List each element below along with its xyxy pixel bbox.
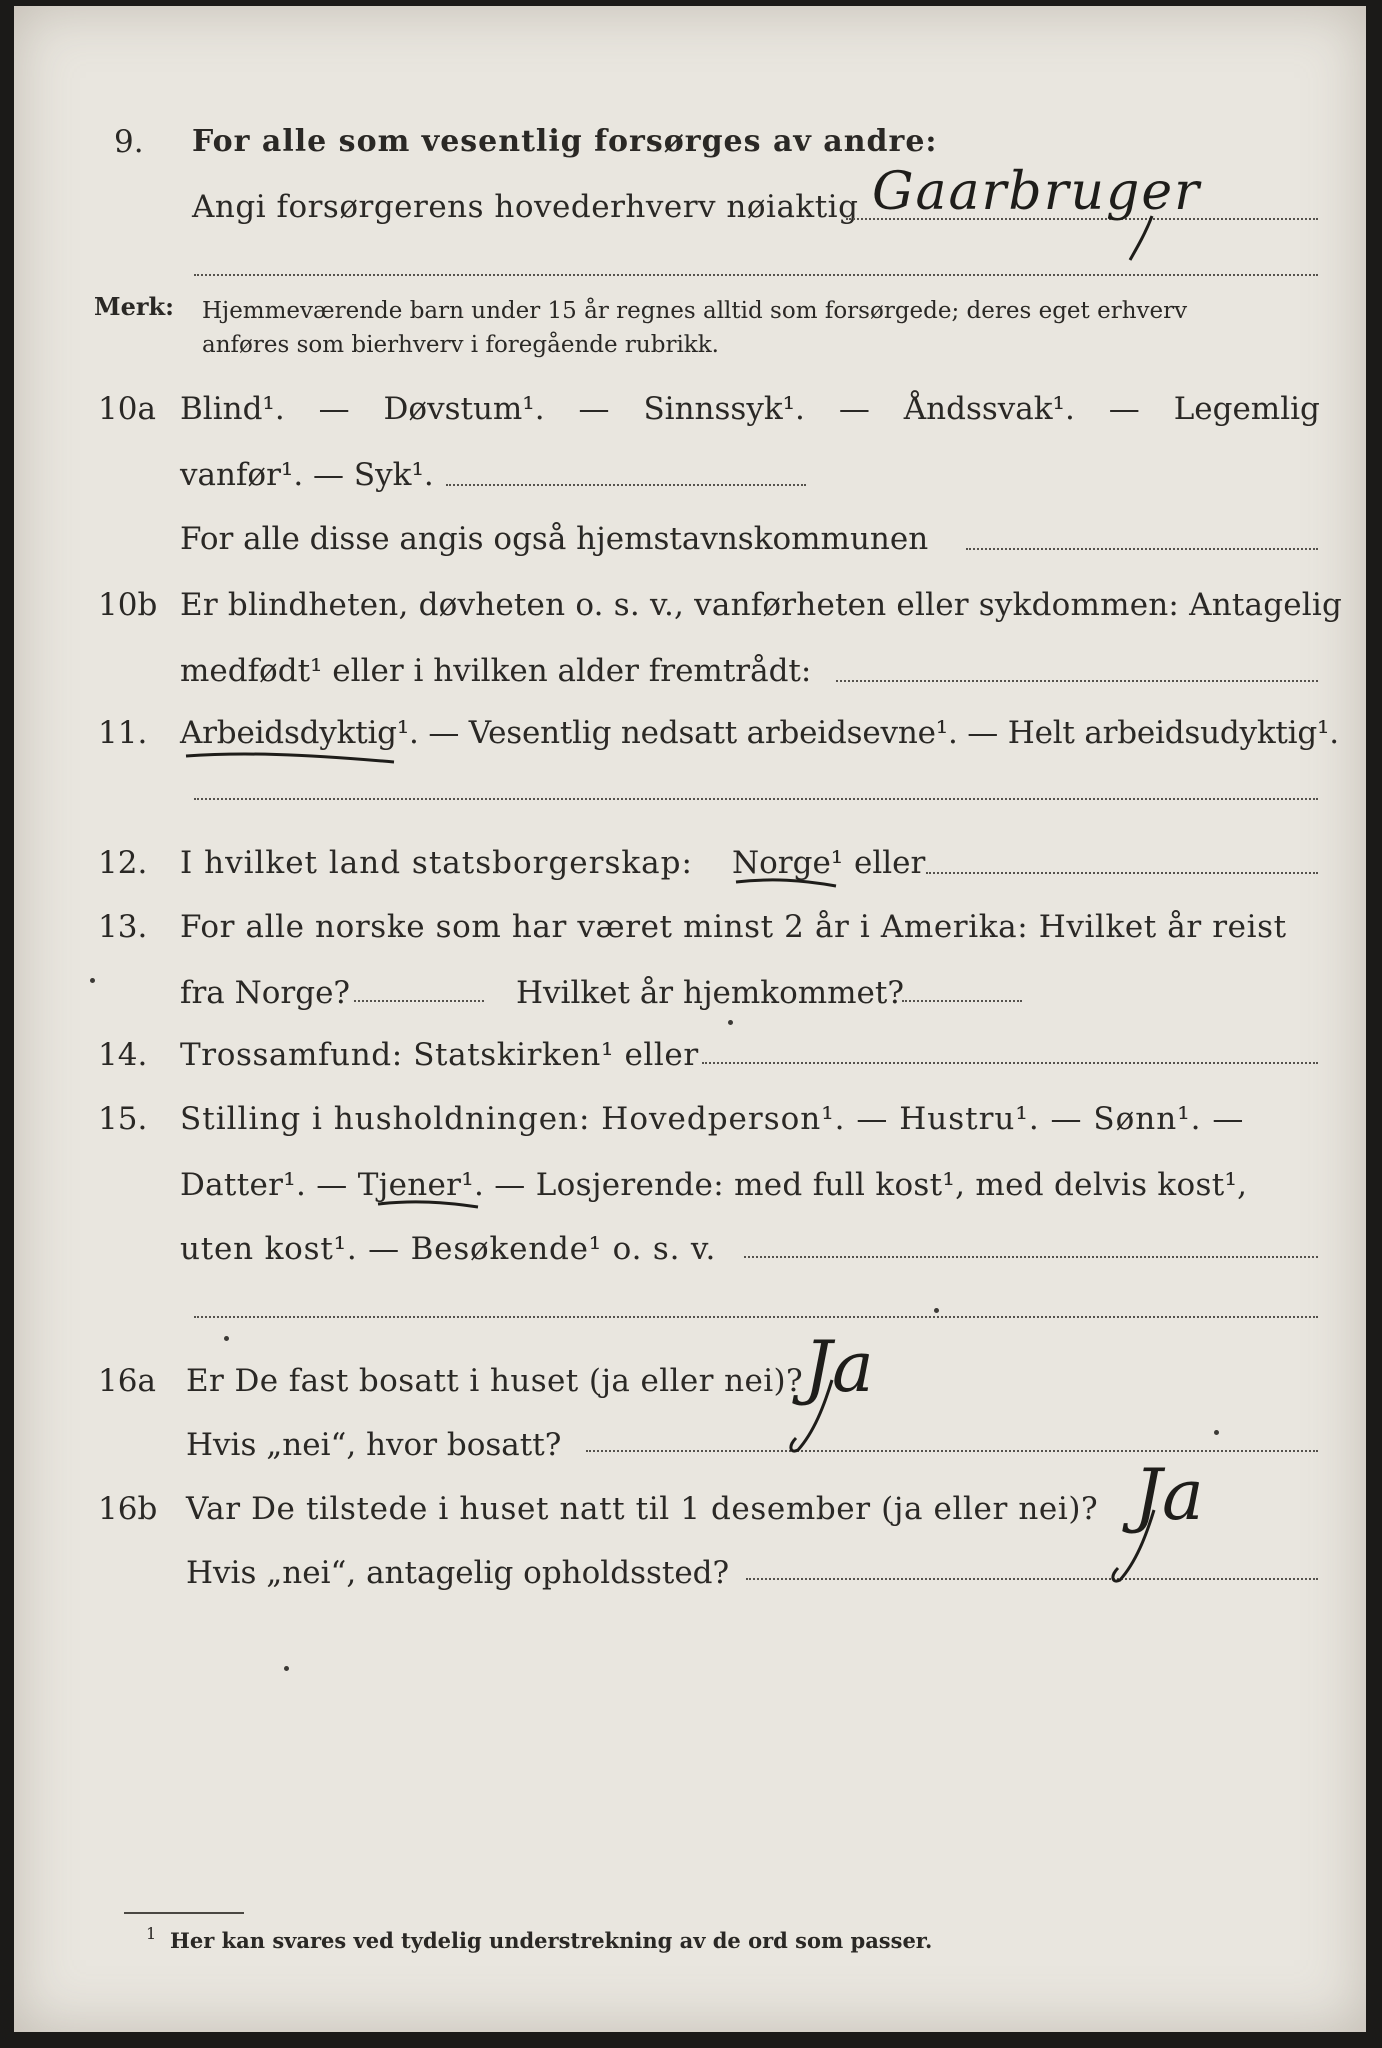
q10a-blind: Blind¹. [180, 391, 285, 427]
q11-number: 11. [98, 715, 148, 751]
q12-number: 12. [98, 845, 148, 881]
q16a-line-2: Hvis „nei“, hvor bosatt? [186, 1427, 562, 1463]
q10a-number: 10a [98, 391, 156, 427]
ink-speck [934, 1308, 939, 1313]
q15-besokende-line [744, 1256, 1318, 1258]
q10b-alder-line [836, 680, 1318, 682]
q14-line-1: Trossamfund: Statskirken¹ eller [180, 1037, 699, 1073]
q12-norge-underline [732, 876, 842, 892]
q10a-dovstum: Døvstum¹. [383, 391, 545, 427]
q10a-dash: — [838, 391, 870, 427]
q16b-handwritten-answer: Ja [1134, 1454, 1204, 1536]
q12-eller: eller [854, 845, 926, 881]
q16b-line-2: Hvis „nei“, antagelig opholdssted? [186, 1555, 730, 1591]
q12-land-line [926, 872, 1318, 874]
q14-trossamfund-line [702, 1062, 1318, 1064]
q16b-number: 16b [98, 1491, 158, 1527]
q10a-line-2: vanfør¹. — Syk¹. [180, 457, 434, 493]
ink-speck [90, 978, 95, 983]
merk-line-2: anføres som bierhverv i foregående rubrikk. [202, 332, 719, 358]
q10a-legemlig: Legemlig [1173, 391, 1320, 427]
q11-line-1: Arbeidsdyktig¹. — Vesentlig nedsatt arbeidsevne¹. — Helt arbeidsudyktig¹. [180, 715, 1339, 751]
q10a-dash: — [578, 391, 610, 427]
q15-tjener-underline [374, 1198, 484, 1214]
q10a-sinnssyk: Sinnssyk¹. [643, 391, 805, 427]
merk-line-1: Hjemmeværende barn under 15 år regnes alltid som forsørgede; deres eget erhverv [202, 298, 1188, 324]
q10a-syk-line [446, 484, 806, 486]
q13-hjemkommet-line [902, 1000, 1022, 1002]
footnote-rule [124, 1912, 244, 1914]
q9-heading: For alle som vesentlig forsørges av andre: [192, 124, 938, 159]
q10a-dash: — [318, 391, 350, 427]
ink-speck [1214, 1430, 1219, 1435]
q10a-andssvak: Åndssvak¹. [903, 391, 1075, 427]
q16a-line-1: Er De fast bosatt i huset (ja eller nei)? [186, 1363, 804, 1399]
q10b-line-2: medfødt¹ eller i hvilken alder fremtrådt: [180, 653, 812, 689]
q10b-line-1: Er blindheten, døvheten o. s. v., vanførheten eller sykdommen: Antagelig [180, 587, 1343, 623]
q16a-number: 16a [98, 1363, 156, 1399]
merk-label: Merk: [94, 292, 174, 321]
census-form-page [14, 6, 1366, 2032]
q10a-line-1 [180, 384, 1320, 434]
q9-second-line [194, 274, 1318, 276]
q13-line-1: For alle norske som har været minst 2 år i Amerika: Hvilket år reist [180, 909, 1287, 945]
q15-line-2: Datter¹. — Tjener¹. — Losjerende: med full kost¹, med delvis kost¹, [180, 1167, 1248, 1203]
q12-norge: Norge¹ [732, 845, 844, 881]
q9-question: Angi forsørgerens hovederhverv nøiaktig [192, 189, 859, 225]
q16a-handwritten-answer: Ja [804, 1326, 874, 1408]
q16b-answer-stroke [1104, 1506, 1164, 1586]
q11-arbeidsdyktig-underline [182, 748, 402, 772]
q16a-answer-stroke [784, 1376, 844, 1456]
ink-speck [728, 1020, 733, 1025]
q13-number: 13. [98, 909, 148, 945]
q15-number: 15. [98, 1101, 148, 1137]
q13-reist-line [354, 1000, 484, 1002]
q10a-dash: — [1108, 391, 1140, 427]
footnote-mark: 1 [146, 1924, 157, 1943]
ink-speck [224, 1336, 229, 1341]
q16a-bosatt-line [586, 1450, 1318, 1452]
q13-reist: fra Norge? [180, 975, 351, 1011]
q10a-line-3: For alle disse angis også hjemstavnskommunen [180, 521, 929, 557]
q10b-number: 10b [98, 587, 158, 623]
q10a-kommune-line [966, 548, 1318, 550]
q15-line-3: uten kost¹. — Besøkende¹ o. s. v. [180, 1231, 717, 1267]
q13-hjemkommet: Hvilket år hjemkommet? [516, 975, 904, 1011]
ink-speck [284, 1666, 289, 1671]
footnote-text: Her kan svares ved tydelig understrekning av de ord som passer. [170, 1928, 933, 1953]
q11-line-2 [194, 798, 1318, 800]
q15-line-4 [194, 1316, 1318, 1318]
q14-number: 14. [98, 1037, 148, 1073]
q12-line-1: I hvilket land statsborgerskap: [180, 845, 693, 881]
q16b-opholdssted-line [746, 1578, 1318, 1580]
q9-number: 9. [114, 124, 144, 160]
q9-handwritten-answer: Gaarbruger [872, 162, 1201, 222]
q15-line-1: Stilling i husholdningen: Hovedperson¹. — Hustru¹. — Sønn¹. — [180, 1101, 1245, 1137]
q9-answer-descender [1122, 214, 1162, 264]
q16b-line-1: Var De tilstede i huset natt til 1 desember (ja eller nei)? [186, 1491, 1099, 1527]
